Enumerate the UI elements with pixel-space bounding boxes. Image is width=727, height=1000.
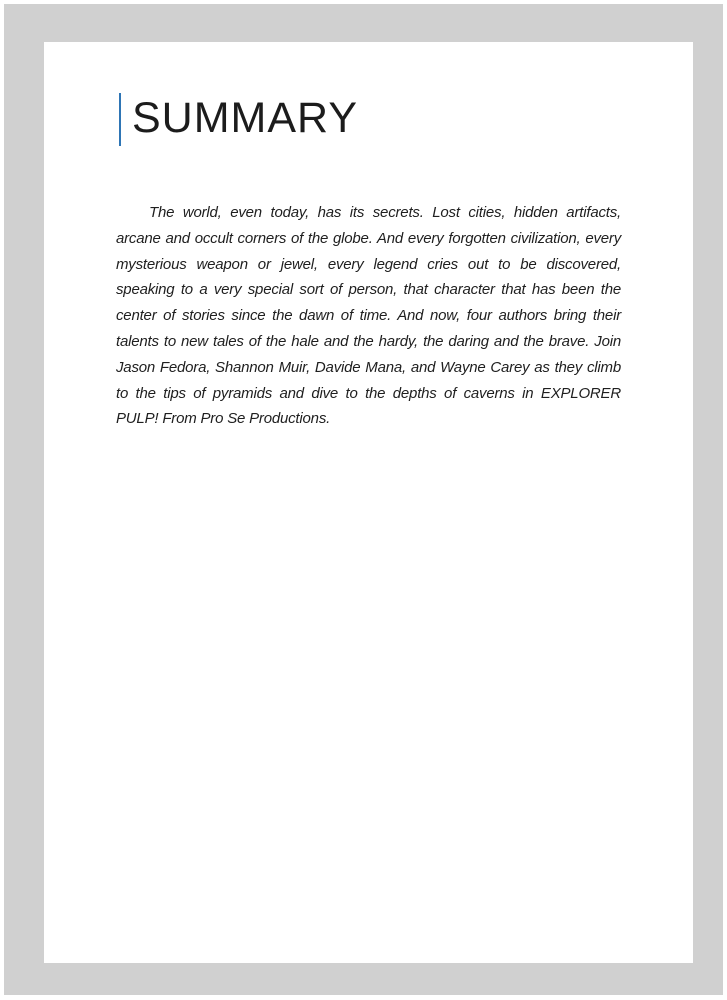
heading-block	[119, 90, 358, 146]
document-canvas	[4, 4, 723, 995]
summary-paragraph: The world, even today, has its secrets. Lost cities, hidden artifacts, arcane and occult corners of the globe. And every forgotten civilization, every mysterious weapon or jewel, every legend cries out to be discovered, speaking to a very special sort of person, that character that has been the center of stories since the dawn of time. And now, four authors bring their talents to new tales of the hale and the hardy, the daring and the brave. Join Jason Fedora, Shannon Muir, Davide Mana, and Wayne Carey as they climb to the tips of pyramids and dive to the depths of caverns in EXPLORER PULP! From Pro Se Productions.	[116, 204, 621, 428]
page-title: SUMMARY	[132, 94, 359, 142]
heading-accent-bar	[119, 93, 121, 146]
document-page	[44, 42, 693, 963]
